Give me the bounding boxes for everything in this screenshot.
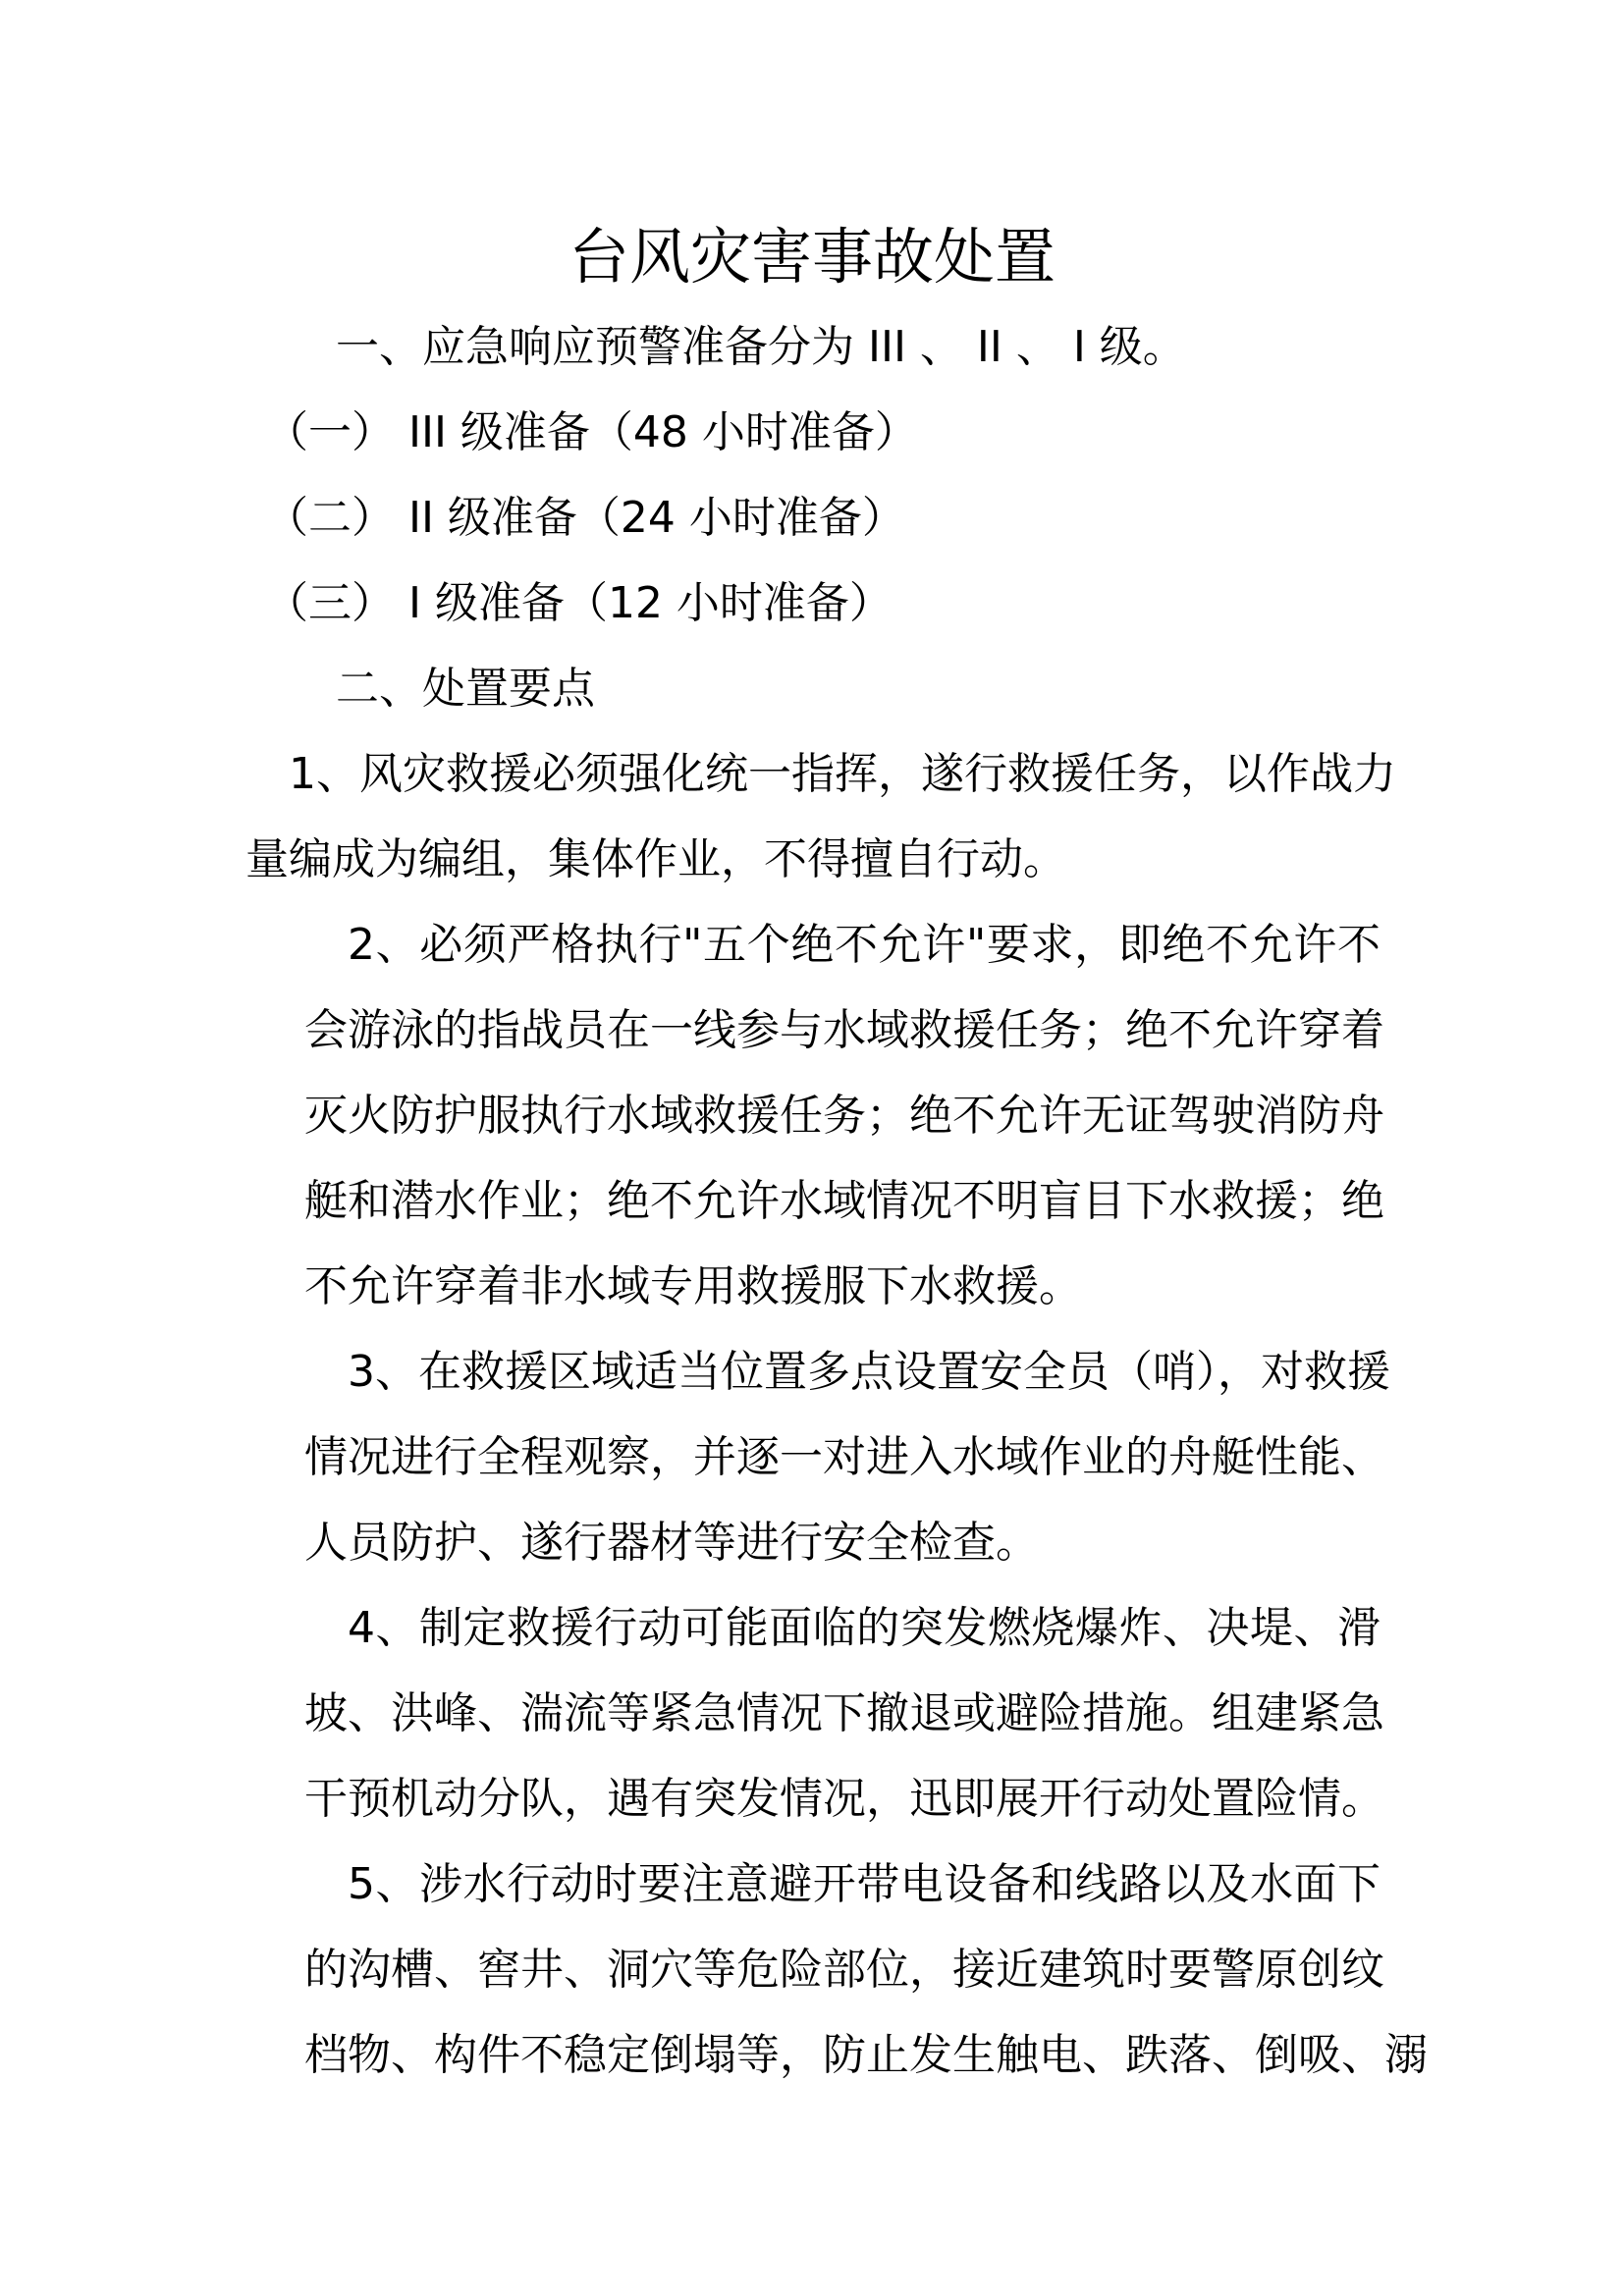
section-heading-levels: 一、应急响应预警准备分为 III 、 II 、 I 级。 [336,322,1186,372]
paragraph-2-line-5: 不允许穿着非水域专用救援服下水救援。 [304,1261,1082,1311]
paragraph-2-line-1: 2、必须严格执行"五个绝不允许"要求，即绝不允许不 [348,920,1380,970]
paragraph-5-line-3: 档物、构件不稳定倒塌等，防止发生触电、跌落、倒吸、溺 [304,2030,1428,2080]
level-ii-item: （二） II 级准备（24 小时准备） [265,493,905,543]
paragraph-2-line-3: 灭火防护服执行水域救援任务；绝不允许无证驾驶消防舟 [304,1091,1384,1141]
paragraph-4-line-3: 干预机动分队，遇有突发情况，迅即展开行动处置险情。 [304,1774,1384,1824]
paragraph-5-line-1: 5、涉水行动时要注意避开带电设备和线路以及水面下 [348,1859,1380,1909]
document-title: 台风灾害事故处置 [568,221,1056,293]
paragraph-5-line-2: 的沟槽、窖井、洞穴等危险部位，接近建筑时要警原创纹 [304,1945,1384,1995]
paragraph-3-line-1: 3、在救援区域适当位置多点设置安全员（哨），对救援 [348,1347,1390,1397]
paragraph-1-line-1: 1、风灾救援必须强化统一指挥，遂行救援任务，以作战力 [289,749,1396,799]
paragraph-2-line-4: 艇和潜水作业；绝不允许水域情况不明盲目下水救援；绝 [304,1176,1384,1226]
section-heading-key-points: 二、处置要点 [336,664,595,714]
paragraph-2-line-2: 会游泳的指战员在一线参与水域救援任务；绝不允许穿着 [304,1005,1384,1055]
level-iii-item: （一） III 级准备（48 小时准备） [265,407,918,457]
level-i-item: （三） I 级准备（12 小时准备） [265,578,893,628]
paragraph-1-line-2: 量编成为编组，集体作业，不得擅自行动。 [245,834,1066,884]
paragraph-3-line-3: 人员防护、遂行器材等进行安全检查。 [304,1518,1039,1568]
paragraph-4-line-1: 4、制定救援行动可能面临的突发燃烧爆炸、决堤、滑 [348,1603,1380,1653]
paragraph-3-line-2: 情况进行全程观察，并逐一对进入水域作业的舟艇性能、 [304,1432,1384,1482]
paragraph-4-line-2: 坡、洪峰、湍流等紧急情况下撤退或避险措施。组建紧急 [304,1688,1384,1738]
